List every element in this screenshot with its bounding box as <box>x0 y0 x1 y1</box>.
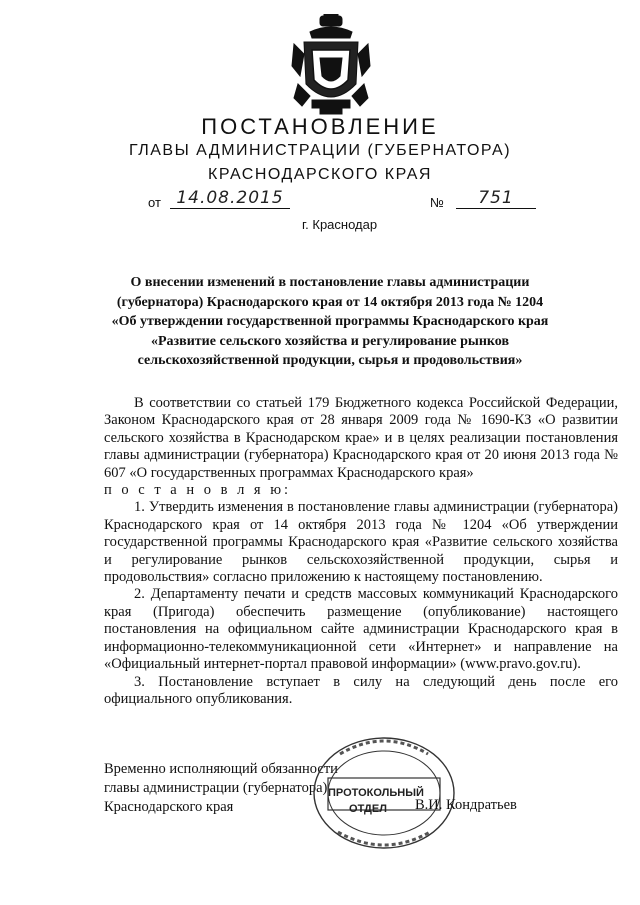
preamble-paragraph: В соответствии со статьей 179 Бюджетного кодекса Российской Федерации, Законом Краснодарского края от 28 января 2009 года № 1690-КЗ «О развитии сельского хозяйства в Краснодарском крае» и в целях реализации постановления главы администрации (губернатора) Краснодарского края от 20 июня 2013 года № 607 «О государственных программах Краснодарского края» <box>104 395 618 481</box>
title-line: «Развитие сельского хозяйства и регулирование рынков <box>150 333 510 349</box>
date-prefix: от <box>148 195 161 210</box>
stamp-line: ОТДЕЛ <box>349 803 387 815</box>
authority-heading-line1: ГЛАВЫ АДМИНИСТРАЦИИ (ГУБЕРНАТОРА) <box>128 142 512 159</box>
stamp-line: ПРОТОКОЛЬНЫЙ <box>328 787 424 799</box>
item-2-paragraph: 2. Департаменту печати и средств массовых коммуникаций Краснодарского края (Пригода) обеспечить размещение (опубликование) настоящего постановления на официальном сайте администрации Краснодарского края в информационно-телекоммуникационной сети «Интернет» и направление на «Официальный интернет-портал правовой информации» (www.pravo.gov.ru). <box>104 586 618 673</box>
city: г. Краснодар <box>302 217 378 232</box>
signatory-name: В.И. Кондратьев <box>415 797 517 813</box>
title-line: «Об утверждении государственной программы Краснодарского края <box>111 314 549 329</box>
document-date: 14.08.2015 <box>170 188 290 209</box>
number-prefix: № <box>430 195 444 210</box>
title-line: сельскохозяйственной продукции, сырья и продовольствия» <box>137 353 523 368</box>
coat-of-arms-icon <box>290 14 372 116</box>
stamp-text <box>328 785 424 817</box>
signature-block <box>104 760 338 817</box>
signature-title-line: Временно исполняющий обязанности <box>104 761 338 777</box>
title-line: О внесении изменений в постановление главы администрации <box>130 275 530 290</box>
decree-word: п о с т а н о в л я ю: <box>104 482 292 499</box>
authority-heading-line2: КРАСНОДАРСКОГО КРАЯ <box>208 166 432 183</box>
document-body <box>104 395 618 708</box>
item-1-paragraph: 1. Утвердить изменения в постановление главы администрации (губернатора) Краснодарского края от 14 октября 2013 года № 1204 «Об утверждении государственной программы Краснодарского края «Развитие сельского хозяйства и регулирование рынков сельскохозяйственной продукции, сырья и продовольствия» согласно приложению к настоящему постановлению. <box>104 499 618 586</box>
document-number: 751 <box>456 188 536 209</box>
title-line: (губернатора) Краснодарского края от 14 октября 2013 года № 1204 <box>116 294 544 310</box>
item-3-paragraph: 3. Постановление вступает в силу на следующий день после его официального опубликования. <box>104 673 618 707</box>
document-type-heading: ПОСТАНОВЛЕНИЕ <box>201 114 439 139</box>
document-title <box>70 273 590 371</box>
signature-title-line: главы администрации (губернатора) <box>104 780 328 796</box>
signature-title-line: Краснодарского края <box>104 799 234 815</box>
